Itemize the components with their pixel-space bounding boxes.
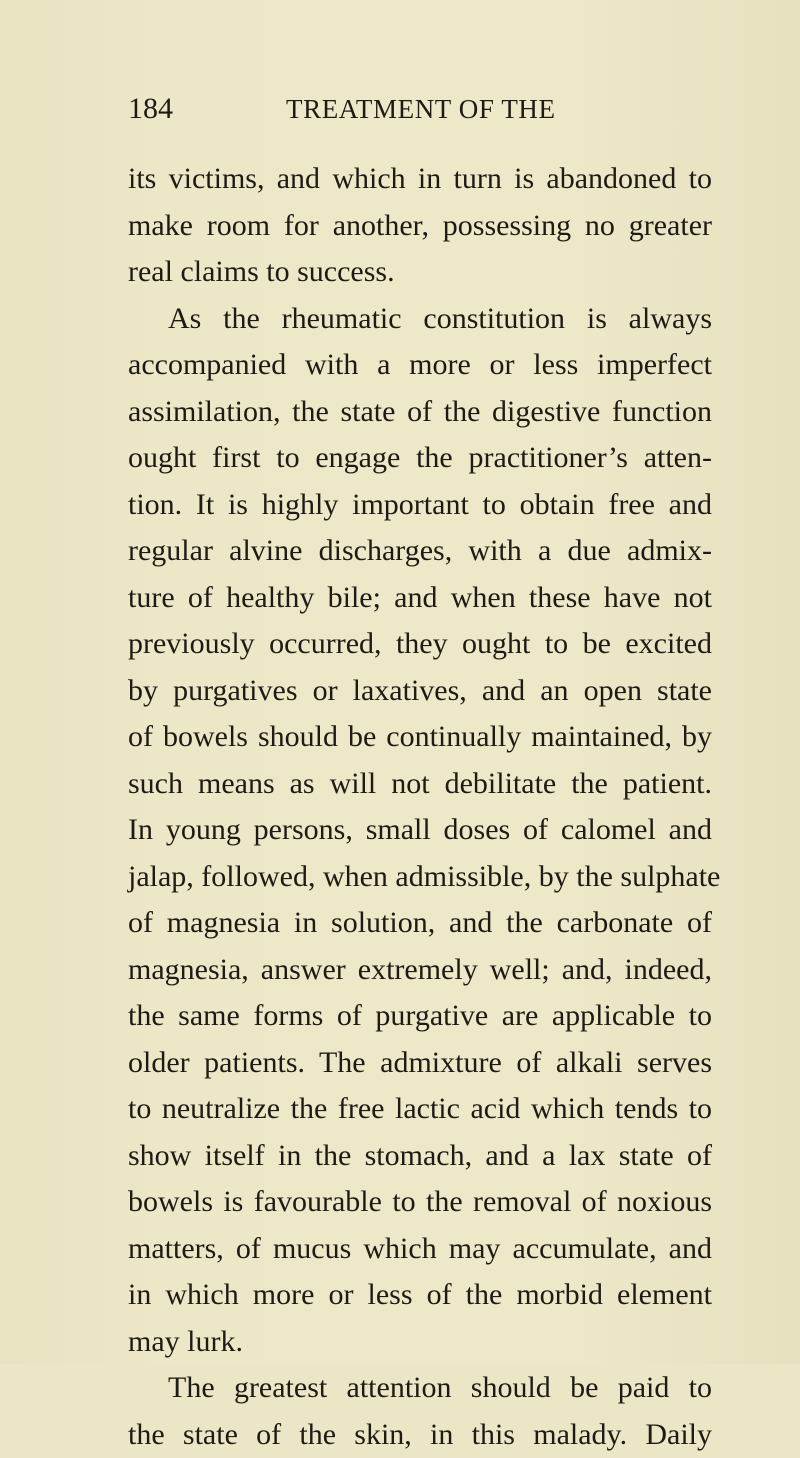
text-line: older patients. The admixture of alkali serves <box>128 1040 712 1087</box>
running-head: TREATMENT OF THE <box>286 89 556 129</box>
text-line: the state of the skin, in this malady. Daily <box>128 1412 712 1458</box>
text-line: accompanied with a more or less imperfect <box>128 342 712 389</box>
text-line: bowels is favourable to the removal of noxious <box>128 1179 712 1226</box>
text-line: such means as will not debilitate the patient. <box>128 761 712 808</box>
text-line: matters, of mucus which may accumulate, and <box>128 1226 712 1273</box>
text-line: previously occurred, they ought to be excited <box>128 621 712 668</box>
text-line: In young persons, small doses of calomel and <box>128 807 712 854</box>
text-line: make room for another, possessing no greater <box>128 203 712 250</box>
text-line: may lurk. <box>128 1319 712 1366</box>
text-line: ought first to engage the practitioner’s atten- <box>128 435 712 482</box>
text-line: its victims, and which in turn is abandoned to <box>128 156 712 203</box>
body-text <box>128 156 712 1458</box>
text-line: to neutralize the free lactic acid which tends to <box>128 1086 712 1133</box>
page-number: 184 <box>128 89 173 129</box>
text-line: by purgatives or laxatives, and an open state <box>128 668 712 715</box>
text-line: regular alvine discharges, with a due admix- <box>128 528 712 575</box>
text-line: magnesia, answer extremely well; and, indeed, <box>128 947 712 994</box>
text-line: in which more or less of the morbid element <box>128 1272 712 1319</box>
text-line: jalap, followed, when admissible, by the sulphate <box>128 854 712 901</box>
text-line: assimilation, the state of the digestive function <box>128 389 712 436</box>
text-line: the same forms of purgative are applicable to <box>128 993 712 1040</box>
text-line: of bowels should be continually maintained, by <box>128 714 712 761</box>
text-line: As the rheumatic constitution is always <box>128 296 712 343</box>
text-line: tion. It is highly important to obtain free and <box>128 482 712 529</box>
text-line: show itself in the stomach, and a lax state of <box>128 1133 712 1180</box>
text-line: of magnesia in solution, and the carbonate of <box>128 900 712 947</box>
text-line: ture of healthy bile; and when these have not <box>128 575 712 622</box>
page-header <box>128 89 688 129</box>
text-line: The greatest attention should be paid to <box>128 1365 712 1412</box>
text-line: real claims to success. <box>128 249 712 296</box>
